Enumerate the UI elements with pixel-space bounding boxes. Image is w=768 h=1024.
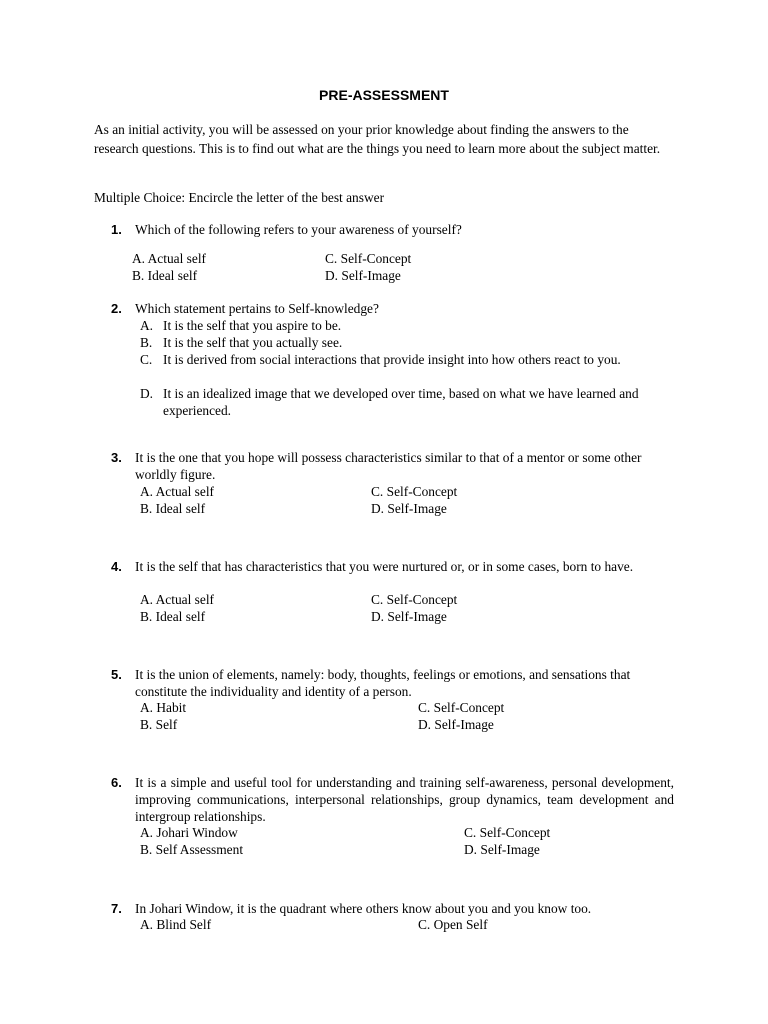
question-text: Which of the following refers to your awareness of yourself?	[135, 222, 462, 237]
question-text: It is a simple and useful tool for understanding and training self-awareness, personal development, improving communications, interpersonal relationships, group dynamics, team development and intergroup relationships.	[135, 775, 674, 824]
page-title: PRE-ASSESSMENT	[319, 87, 449, 103]
question-text: Which statement pertains to Self-knowledge?	[135, 301, 379, 316]
option-a-letter: A.	[140, 318, 154, 333]
option-c-letter: C.	[140, 352, 153, 367]
option-a: A. Johari Window	[140, 825, 238, 840]
question-number: 7.	[111, 901, 122, 916]
option-d: D. Self-Image	[371, 501, 447, 516]
option-c: C. Self-Concept	[325, 251, 412, 266]
option-a-text: It is the self that you aspire to be.	[163, 318, 342, 333]
option-c: C. Self-Concept	[371, 484, 458, 499]
question-number: 1.	[111, 222, 122, 237]
question-text: It is the one that you hope will possess characteristics similar to that of a mentor or some other worldly figure.	[135, 450, 642, 482]
option-a: A. Habit	[140, 700, 187, 715]
option-b: B. Ideal self	[140, 609, 206, 624]
option-d-letter: D.	[140, 386, 154, 401]
instructions: Multiple Choice: Encircle the letter of the best answer	[94, 190, 385, 205]
question-number: 5.	[111, 667, 122, 682]
option-b: B. Self	[140, 717, 178, 732]
option-b: B. Self Assessment	[140, 842, 244, 857]
option-b: B. Ideal self	[140, 501, 206, 516]
question-text: It is the self that has characteristics that you were nurtured or, or in some cases, born to have.	[135, 559, 634, 574]
option-a: A. Actual self	[140, 484, 215, 499]
question-number: 6.	[111, 775, 122, 790]
option-b: B. Ideal self	[132, 268, 198, 283]
option-c: C. Open Self	[418, 917, 488, 932]
question-number: 4.	[111, 559, 122, 574]
option-c: C. Self-Concept	[371, 592, 458, 607]
option-d: D. Self-Image	[325, 268, 401, 283]
intro-paragraph: As an initial activity, you will be assessed on your prior knowledge about finding the answers to the research questions. This is to find out what are the things you need to learn more about the subject matter.	[94, 122, 661, 156]
option-b-text: It is the self that you actually see.	[163, 335, 343, 350]
option-c: C. Self-Concept	[418, 700, 505, 715]
question-text: In Johari Window, it is the quadrant where others know about you and you know too.	[135, 901, 592, 916]
question-number: 2.	[111, 301, 122, 316]
option-d: D. Self-Image	[418, 717, 494, 732]
option-d: D. Self-Image	[464, 842, 540, 857]
option-a: A. Actual self	[132, 251, 207, 266]
option-a: A. Actual self	[140, 592, 215, 607]
option-c-text: It is derived from social interactions that provide insight into how others react to you.	[163, 352, 621, 367]
option-b-letter: B.	[140, 335, 153, 350]
option-c: C. Self-Concept	[464, 825, 551, 840]
option-a: A. Blind Self	[140, 917, 212, 932]
option-d: D. Self-Image	[371, 609, 447, 624]
option-d-text: It is an idealized image that we developed over time, based on what we have learned and experienced.	[163, 386, 639, 418]
question-number: 3.	[111, 450, 122, 465]
question-text: It is the union of elements, namely: body, thoughts, feelings or emotions, and sensations that constitute the individuality and identity of a person.	[135, 667, 631, 699]
